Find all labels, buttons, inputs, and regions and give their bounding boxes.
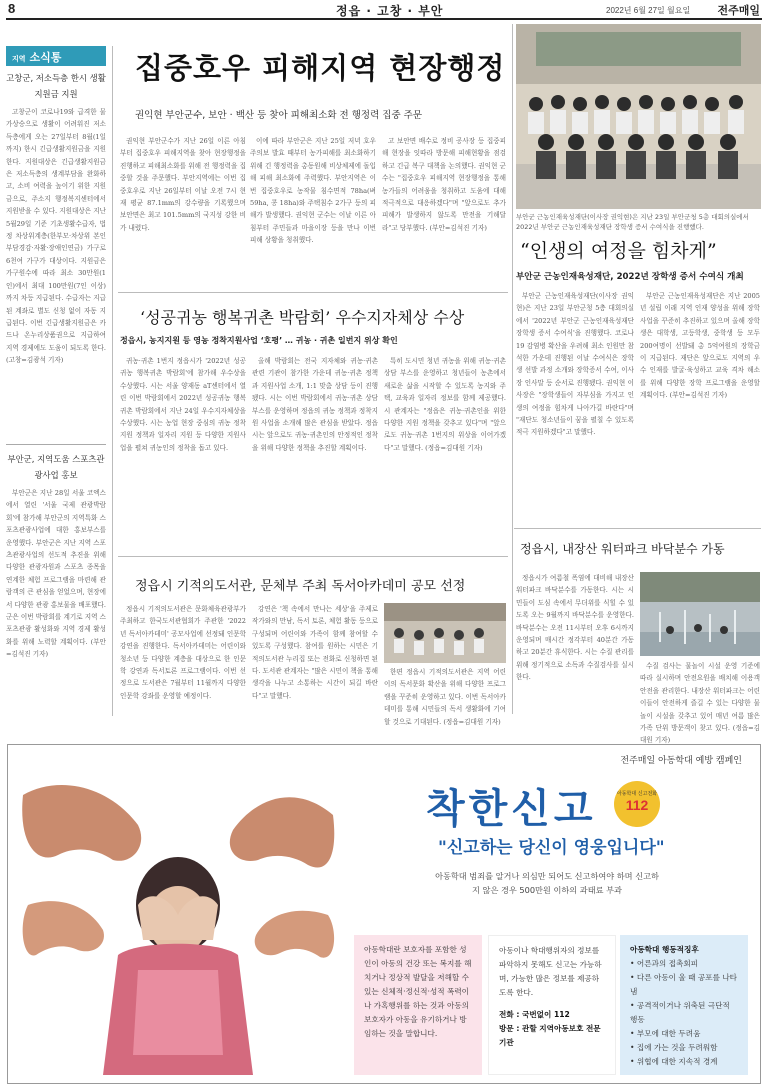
brief-body-2 <box>6 487 106 727</box>
brief-body-1 <box>6 106 106 436</box>
fountain-photo <box>640 572 760 656</box>
divider <box>118 292 508 293</box>
warning-sign-item: • 집에 가는 것을 두려워함 <box>630 1043 718 1052</box>
hotline-badge <box>614 781 660 827</box>
scholarship-subheadline: 부안군 근농인재육성재단, 2022년 장학생 증서 수여식 개최 <box>516 272 744 282</box>
definition-box <box>354 935 482 1075</box>
fountain-text-1: 정읍시가 여름철 폭염에 대비해 내장산 워터파크 바닥분수를 가동한다. 시는 시민들이 도심 속에서 무더위를 식힐 수 있도록 오는 9월까지 바닥분수를 운영한다. 바닥분수는 오전 11시부터 오후 6시까지 운영되며 매시간 정각부터 40분간 가동하고 20분간 휴식한다. 시는 수질 관리를 위해 정기적으로 소독과 수질검사를 실시한다. <box>516 574 634 682</box>
lead-column-3 <box>382 135 506 365</box>
fountain-text-2: 수질 검사는 물놀이 시설 운영 기준에 따라 실시하며 안전요원을 배치해 이용객 안전을 관리한다. 내장산 워터파크는 어린이들이 안전하게 즐길 수 있는 다양한 물놀이 시설을 갖추고 있어 매년 여름 많은 가족 단위 방문객이 찾고 있다. (정읍=김대원 기자) <box>640 662 760 745</box>
report-info-text: 아동이나 학대행위자의 정보를 파악하지 못해도 신고는 가능하며, 가능한 많은 정보를 제공하도록 한다. <box>499 946 602 997</box>
lead-text-2: 이에 따라 부안군은 지난 25일 저녁 호우주의보 발효 때부터 농가피해를 최소화하기 위해 긴 행정력을 총동원해 비상체제에 돌입해 피해 최소화에 주력했다. 부안지역은 이번 집중호우로 농작물 침수면적 78ha(벼 59ha, 콩 18ha)와 주택침수 2가구 등의 피해가 발생했다. 권익현 군수는 이날 이른 아침부터 주민들과 마을이장 등을 만나 이번 피해 상황을 청취했다. <box>250 137 376 245</box>
farm-headline: ‘성공귀농 행복귀촌 박람회’ 우수지자체상 수상 <box>140 308 465 327</box>
warning-sign-text: 부모에 대한 두려움 <box>636 1029 701 1038</box>
warning-sign-text: 공격적이거나 위축된 극단적 행동 <box>630 1001 730 1024</box>
brief-text-1: 고창군이 코로나19와 급격한 물가상승으로 생활이 어려워진 저소득층에게 오는 27일부터 8월(1일까지) 한시 긴급생활지원금을 지원한다. 지원대상은 긴급생활지원금은 저소득층의 생계부담을 완화하고, 소비 여력을 높이기 위한 지원금으로, 주소지 행정복지센터에서 지원받을 수 있다. 지원대상은 지난 5월29일 기준 기초생활수급자, 법정 차상위계층(한부모·차상위 본인부담경감·자활·장애인연금) 가구로 6천여 가구가 대상이다. 지원금은 가구원수에 따라 최소 30만원(1인)에서 최대 100만원(7인 이상)까지 차등 지급된다. 수급자는 지급된 계좌로 별도 신청 없이 자동 지급된다. 이번 긴급생활지원금은 카드나 온누리상품권으로 지급하여 지역 경제에도 도움이 되도록 한다. (고창=김광석 기자) <box>6 108 106 365</box>
sidebar-tag-text: 소식통 <box>29 51 62 64</box>
warning-sign-text: 다른 아동이 울 때 공포를 나타냄 <box>630 973 738 996</box>
photo-caption: 부안군 근농인재육성재단(이사장 권익현)은 지난 23일 부안군청 5층 대회의실에서 2022년 부안군 근농인재육성재단 장학생 증서 수여식을 진행했다. <box>516 213 749 231</box>
divider <box>512 24 513 714</box>
library-column-1 <box>120 603 246 713</box>
ad-illustration <box>18 755 338 1075</box>
lead-text-3: 고 보안면 배수로 정비 공사장 등 집중피해 현장을 잇따라 방문해 피해현황을 점검하고 긴급 복구 대책을 논의했다. 권익현 군수는 "집중호우 피해지역 현장행정을 통해 농가들의 어려움을 청취하고 도움에 대해 적극적으로 대응하겠다"며 "앞으로도 추가 피해가 발생하지 않도록 만전을 기해달라"고 당부했다. (부안=김석진 기자) <box>382 137 506 232</box>
scholarship-group-photo <box>516 24 761 209</box>
scholarship-headline: “인생의 여정을 힘차게” <box>520 240 717 262</box>
right-hand-shape <box>230 797 334 867</box>
warning-sign-item: • 어른과의 접촉회피 <box>630 959 699 968</box>
warning-sign-text: 어른과의 접촉회피 <box>636 959 699 968</box>
library-photo-image <box>384 603 506 663</box>
brief-text-2: 부안군은 지난 28일 서울 코엑스에서 열린 '서울 국제 관광박람회'에 참가해 부안군의 지역특화 스포츠관광사업에 대한 홍보부스를 운영했다. 부안군은 지난 지역 스포츠관광사업의 선도적 추진을 위해 다양한 관광자원과 스포츠 종목을 연계한 체험 프로그램을 마련해 관람객의 큰 관심을 얻었으며, 현장에서 다양한 관광 홍보물을 배포했다. 군은 이번 박람회를 계기로 지역 스포츠관광 활성화와 지역 경제 활성화를 위해 노력할 계획이다. (부안=김석진 기자) <box>6 489 106 659</box>
left-hand-shape <box>22 785 141 861</box>
library-headline: 정읍시 기적의도서관, 문체부 주최 독서아카데미 공모 선정 <box>135 579 466 594</box>
hotline-number: 112 <box>625 797 649 813</box>
lead-headline: 집중호우 피해지역 현장행정 <box>135 51 506 85</box>
fountain-column-1 <box>516 572 634 714</box>
lead-column-1 <box>120 135 246 365</box>
library-text-1: 정읍시 기적의도서관은 문화체육관광부가 주최하고 한국도서관협회가 주관한 '2022년 독서아카데미' 공모사업에 선정돼 인문학 강연을 진행한다. 독서아카데미는 어린이와 청소년 등 다양한 계층을 대상으로 한 인문학 강연과 독서토론 프로그램이다. 이번 선정으로 도서관은 7월부터 11월까지 다양한 인문학 강좌를 운영할 예정이다. <box>120 605 246 700</box>
scholarship-column-1 <box>516 290 634 520</box>
report-phone: 전화 : 국번없이 112 <box>499 1010 570 1019</box>
library-text-2: 강연은 '책 속에서 만나는 세상'을 주제로 작가와의 만남, 독서 토론, 체험 활동 등으로 구성되며 어린이와 가족이 함께 참여할 수 있도록 구성했다. 참여를 원하는 시민은 기적의도서관 누리집 또는 전화로 신청하면 된다. 도서관 관계자는 "많은 시민이 책을 통해 생각을 나누고 소통하는 시간이 되길 바란다"고 말했다. <box>252 605 378 700</box>
lead-subheadline: 권익현 부안군수, 보안 · 백산 등 찾아 피해최소화 전 행정력 집중 주문 <box>135 110 423 121</box>
right-hand-shape-2 <box>255 911 334 958</box>
definition-text: 아동학대란 보호자를 포함한 성인이 아동의 건강 또는 복지를 해치거나 정상적 발달을 저해할 수 있는 신체적·정신적·성적 폭력이나 가혹행위를 하는 것과 아동의 보호자가 아동을 유기하거나 방임하는 것을 말합니다. <box>364 945 472 1038</box>
scholarship-column-2 <box>640 290 760 520</box>
warning-sign-item: • 다른 아동이 울 때 공포를 나타냄 <box>630 973 738 996</box>
scholarship-text-1: 부안군 근농인재육성재단(이사장 권익현)은 지난 23일 부안군청 5층 대회의실에서 '2022년 부안군 근농인재육성재단 장학생 증서 수여식'을 진행했다. 코로나19 감염병 확산을 우려해 최소 인원만 참석한 가운데 진행된 이날 수여식은 장학생 선발 과정 소개와 장학증서 수여, 이사장 인사말 등 순서로 진행됐다. 권익현 이사장은 "장학생들이 자부심을 가지고 인생의 여정을 힘차게 나아가길 바란다"며 "재단도 청소년들이 꿈을 펼칠 수 있도록 적극 지원하겠다"고 말했다. <box>516 292 634 437</box>
hotline-badge-label: 아동학대 신고전화 <box>616 791 658 797</box>
section-title: 정읍 · 고창 · 부안 <box>336 4 444 18</box>
fountain-column-2 <box>640 660 760 745</box>
brief-headline-2: 부안군, 지역도움 스포츠관광사업 홍보 <box>7 454 105 480</box>
farm-subheadline: 정읍시, 농지지원 등 영농 정착지원사업 ‘호평’ … 귀농 · 귀촌 일번지 위상 확인 <box>120 336 398 345</box>
warning-signs-title: 아동학대 행동적징후 <box>630 945 699 954</box>
newspaper-name: 전주매일 <box>717 4 760 17</box>
library-photo <box>384 603 506 663</box>
ad-slogan: "신고하는 당신이 영웅입니다" <box>438 838 665 858</box>
sidebar-tag <box>6 46 106 66</box>
ad-campaign-label: 전주매일 아동학대 예방 캠페인 <box>620 756 742 766</box>
ad-description: 아동학대 범죄를 알거나 의심만 되어도 신고하여야 하며 신고하지 않은 경우 500만원 이하의 과태료 부과 <box>435 871 659 895</box>
lead-column-2 <box>250 135 376 365</box>
library-text-3: 한편 정읍시 기적의도서관은 지역 어린이의 독서문화 확산을 위해 다양한 프로그램을 꾸준히 운영하고 있다. 이번 독서아카데미를 통해 시민들의 독서 생활화에 기여할 것으로 기대된다. (정읍=김대원 기자) <box>384 668 506 726</box>
news-brief-sidebar <box>6 46 106 716</box>
divider <box>514 528 761 529</box>
library-column-3 <box>384 666 506 726</box>
child-abuse-campaign-ad <box>7 744 761 1084</box>
warning-sign-item: • 공격적이거나 위축된 극단적 행동 <box>630 1001 730 1024</box>
left-hand-shape-2 <box>23 901 104 955</box>
divider <box>6 444 106 445</box>
child-shirt-shape <box>133 970 223 1055</box>
sidebar-tag-small: 지역 <box>12 55 26 63</box>
farm-text-2: 올해 박람회는 전국 지자체와 귀농·귀촌 관련 기관이 참가한 가운데 귀농·귀촌 정책과 지원사업 소개, 1:1 맞춤 상담 등이 진행됐다. 시는 이번 박람회에서 귀농·귀촌 상담 부스를 운영하며 정읍의 귀농 정책과 정착지원 사업을 소개해 많은 관심을 받았다. 정읍시는 앞으로도 귀농·귀촌인의 안정적인 정착을 위해 다양한 정책을 추진할 계획이다. <box>252 357 378 452</box>
fountain-headline: 정읍시, 내장산 워터파크 바닥분수 가동 <box>520 542 725 556</box>
scholarship-text-2: 부안군 근농인재육성재단은 지난 2005년 설립 이래 지역 인재 양성을 위해 장학사업을 꾸준히 추진하고 있으며 올해 장학생은 대학생, 고등학생, 중학생 등 모두 200여명이 선발돼 총 5억여원의 장학금이 지급된다. 재단은 앞으로도 지역의 우수 인재를 발굴·육성하고 교육 격차 해소를 위해 다양한 장학 프로그램을 운영할 계획이다. (부안=김석진 기자) <box>640 292 760 400</box>
lead-text-1: 권익현 부안군수가 지난 26일 이른 아침부터 집중호우 피해지역을 찾아 현장행정을 진행하고 피해최소화를 위해 전 행정력을 집중할 것을 주문했다. 부안지역에는 이번 집중호우로 지난 26일부터 이날 오전 7시 현재 평균 87.1mm의 강수량을 기록했으며 보안면은 최고 101.5mm의 국지성 강한 비가 내렸다. <box>120 137 246 232</box>
library-column-2 <box>252 603 378 713</box>
warning-sign-item: • 부모에 대한 두려움 <box>630 1029 701 1038</box>
group-photo-image <box>516 24 761 209</box>
report-info-box <box>488 935 616 1075</box>
page-number: 8 <box>8 1 16 16</box>
brief-headline-1: 고창군, 저소득층 한시 생활지원금 지원 <box>6 73 106 99</box>
warning-signs-box <box>620 935 748 1075</box>
divider <box>112 46 113 716</box>
farm-text-3: 특히 도시민 청년 귀농을 위해 귀농·귀촌 상담 부스를 운영하고 청년들이 농촌에서 새로운 삶을 시작할 수 있도록 농지와 주택, 교육과 일자리 정보를 함께 제공했다. 시 관계자는 "정읍은 귀농·귀촌인을 위한 다양한 지원 정책을 갖추고 있다"며 "앞으로도 귀농·귀촌 1번지의 위상을 이어가겠다"고 말했다. (정읍=김대원 기자) <box>384 357 506 452</box>
farm-column-1 <box>120 355 246 545</box>
divider <box>118 556 508 557</box>
fountain-photo-image <box>640 572 760 656</box>
warning-sign-item: • 위협에 대한 지속적 경계 <box>630 1057 718 1066</box>
warning-sign-text: 집에 가는 것을 두려워함 <box>636 1043 718 1052</box>
farm-text-1: 귀농·귀촌 1번지 정읍시가 '2022년 성공귀농 행복귀촌 박람회'에 참가해 우수상을 수상했다. 시는 서울 양재동 aT센터에서 열린 이번 박람회에서 2022년 성공귀농 행복귀촌 박람회에서 지난 24일 우수지자체상을 수상했다. 시는 농업 현장 중심의 귀농 정착 지원 정책과 일자리 지원 등 다양한 지원사업을 펼쳐 귀농인의 정착을 돕고 있다. <box>120 357 246 452</box>
farm-column-2 <box>252 355 378 545</box>
warning-sign-text: 위협에 대한 지속적 경계 <box>636 1057 718 1066</box>
issue-date: 2022년 6월 27일 월요일 <box>606 6 691 15</box>
report-visit: 방문 : 관할 지역아동보호 전문기관 <box>499 1024 601 1047</box>
warning-signs-list <box>630 957 738 1069</box>
farm-column-3 <box>384 355 506 545</box>
ad-title: 착한신고 <box>426 786 597 832</box>
page-header <box>6 0 762 20</box>
